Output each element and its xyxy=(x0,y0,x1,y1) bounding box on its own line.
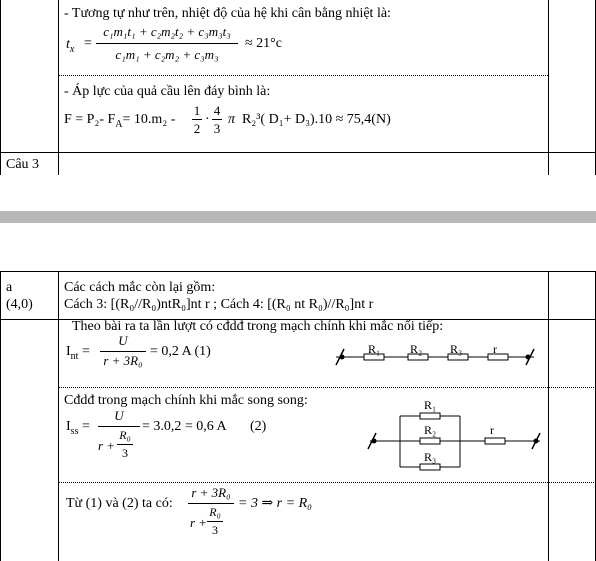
series-r1-label: R₁ xyxy=(368,342,381,356)
series-r-label: r xyxy=(493,342,497,356)
row2-text: - Áp lực của quả cầu lên đáy bình là: xyxy=(64,84,271,99)
conclusion-intro: Từ (1) và (2) ta có: xyxy=(66,496,173,511)
temperature-result: ≈ 21°c xyxy=(245,36,282,51)
series-r2-label: R₂ xyxy=(410,342,423,356)
table-border-left xyxy=(0,0,1,175)
series-intro: Theo bài ra ta lần lượt có cđdđ trong mạch chính khi mắc nối tiếp: xyxy=(72,319,444,334)
parallel-r-label: r xyxy=(490,423,494,437)
table-border xyxy=(548,0,549,175)
page-break-divider xyxy=(0,211,596,223)
methods-list: Cách 3: [(R₀//R₀)ntR₀]nt r ; Cách 4: [(R₀ nt R₀)//R₀]nt r xyxy=(64,297,374,312)
current-parallel-symbol: $I_{ss}$ = xyxy=(66,419,90,437)
conclusion-den-den: 3 xyxy=(212,523,218,537)
fraction-half-num: 1 xyxy=(193,103,201,118)
fraction-bar xyxy=(212,119,222,120)
fraction-bar xyxy=(100,351,146,352)
series-r3-label: R₃ xyxy=(450,342,463,356)
fraction-bar xyxy=(207,521,223,522)
fraction-four-thirds-den: 3 xyxy=(213,121,221,136)
parallel-r1-label: R₁ xyxy=(424,398,437,412)
conclusion-num: r + 3R₀ xyxy=(191,485,231,500)
parallel-circuit-diagram xyxy=(360,396,550,476)
fraction-bar xyxy=(192,119,202,120)
table-border-top xyxy=(0,271,596,272)
pi-symbol: π xyxy=(228,112,236,127)
question-label: Câu 3 xyxy=(6,157,40,172)
parallel-intro: Cđdđ trong mạch chính khi mắc song song: xyxy=(64,393,308,408)
part-label: a xyxy=(6,280,13,295)
current-parallel-den-num: R₀ xyxy=(119,428,131,442)
points-label: (4,0) xyxy=(6,297,33,312)
table-border xyxy=(58,271,59,561)
fraction-four-thirds-num: 4 xyxy=(213,103,221,118)
row-separator xyxy=(0,152,596,153)
current-parallel-den-den: 3 xyxy=(122,446,128,460)
row-separator xyxy=(58,482,596,483)
equation-tag: (2) xyxy=(250,419,267,434)
multiply-dot: · xyxy=(205,112,210,127)
table-border-left xyxy=(0,271,1,561)
fraction-half-den: 2 xyxy=(193,121,201,136)
force-formula-end: R₂³( D₁+ D₃).10 ≈ 75,4(N) xyxy=(242,112,391,127)
current-series-den: r + 3R₀ xyxy=(103,353,143,368)
row1-text: - Tương tự như trên, nhiệt độ của hệ khi cân bằng nhiệt là: xyxy=(64,6,391,21)
table-border xyxy=(58,0,59,175)
row-separator xyxy=(58,387,596,388)
current-parallel-den-pre: r + xyxy=(98,438,116,453)
force-formula-start: F = P₂- $F_A= 10.m_2$ - xyxy=(64,112,176,130)
fraction-bar xyxy=(96,43,238,44)
methods-intro: Các cách mắc còn lại gồm: xyxy=(64,280,216,295)
conclusion-result: = 3 ⇒ r = R₀ xyxy=(238,496,312,511)
current-parallel-result: = 3.0,2 = 0,6 A xyxy=(142,419,227,434)
row-separator xyxy=(58,75,548,76)
parallel-r2-label: R₂ xyxy=(424,423,437,437)
equals-sign: = xyxy=(84,36,92,51)
current-parallel-num: U xyxy=(114,408,124,423)
heat-denominator: c₁m₁ + c₂m₂ + c₃m₃ xyxy=(115,47,219,62)
tx-symbol: $t_x$ xyxy=(66,37,75,55)
conclusion-den-num: R₀ xyxy=(209,505,221,519)
heat-numerator: c₁m₁t₁ + c₂m₂t₂ + c₃m₃t₃ xyxy=(103,24,231,39)
fraction-bar xyxy=(98,426,140,427)
series-circuit-diagram xyxy=(330,334,545,372)
current-series-result: = 0,2 A (1) xyxy=(150,344,211,359)
parallel-r3-label: R₃ xyxy=(424,450,437,464)
conclusion-den-pre: r + xyxy=(190,515,208,530)
fraction-bar xyxy=(188,503,234,504)
current-series-symbol: $I_{nt}$ = xyxy=(66,344,90,362)
current-series-num: U xyxy=(118,333,128,348)
fraction-bar xyxy=(117,444,133,445)
